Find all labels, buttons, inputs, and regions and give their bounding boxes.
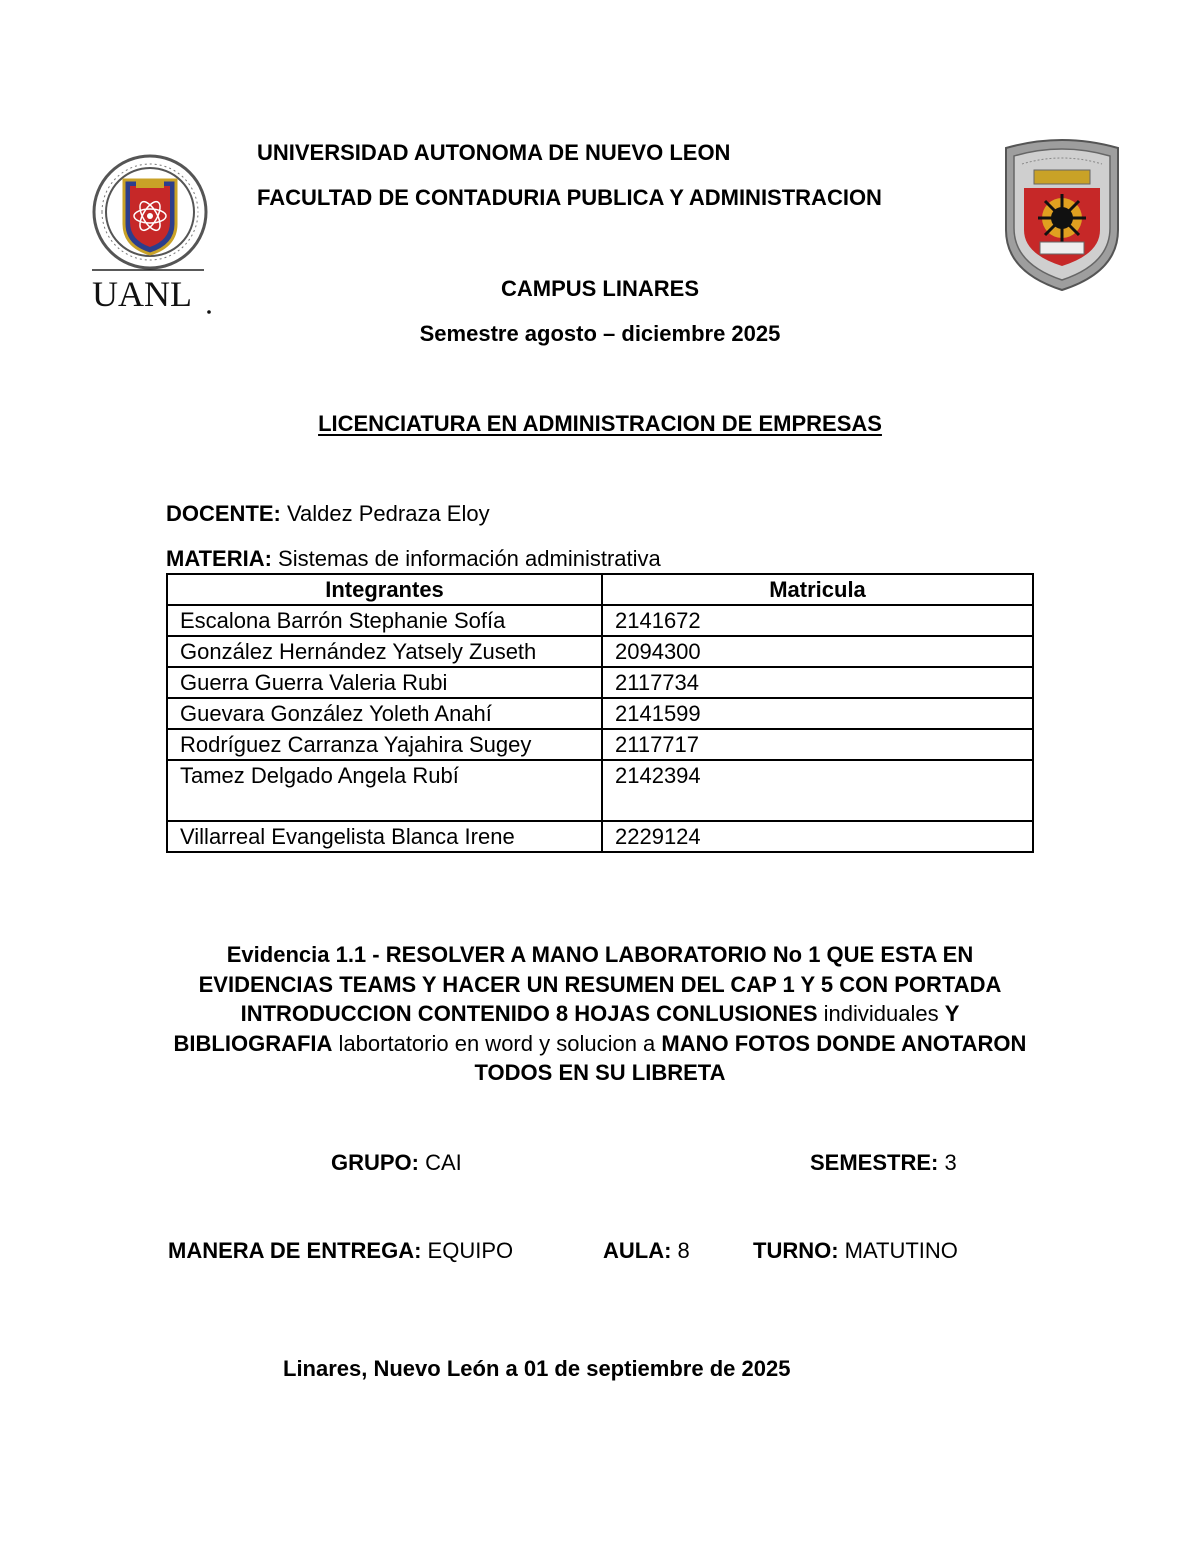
campus-name: CAMPUS LINARES	[500, 276, 699, 301]
member-name: Villarreal Evangelista Blanca Irene	[167, 821, 602, 852]
materia-value: Sistemas de información administrativa	[271, 546, 661, 571]
turno-label: TURNO:	[753, 1238, 839, 1263]
evidencia-part-3: individuales	[817, 1001, 945, 1026]
docente-line	[166, 501, 490, 527]
member-id: 2094300	[602, 636, 1033, 667]
table-row	[167, 605, 1033, 636]
faculty-name: FACULTAD DE CONTADURIA PUBLICA Y ADMINISTRACION	[257, 185, 882, 210]
fcpa-logo	[1000, 138, 1124, 296]
evidencia-part-5: labortatorio en word y solucion a	[332, 1030, 662, 1056]
turno-line	[753, 1238, 958, 1264]
member-name: González Hernández Yatsely Zuseth	[167, 636, 602, 667]
member-id: 2117717	[602, 729, 1033, 760]
university-name: UNIVERSIDAD AUTONOMA DE NUEVO LEON	[257, 140, 731, 165]
place-date: Linares, Nuevo León a 01 de septiembre de 2025	[283, 1356, 791, 1381]
table-row	[167, 760, 1033, 821]
member-name: Rodríguez Carranza Yajahira Sugey	[167, 729, 602, 760]
member-name: Tamez Delgado Angela Rubí	[167, 760, 602, 821]
table-row	[167, 698, 1033, 729]
fcpa-shield-icon	[1000, 138, 1124, 296]
member-id: 2141599	[602, 698, 1033, 729]
evidencia-part-4: Y BIBLIOGRAFIA	[173, 1001, 960, 1056]
member-id: 2141672	[602, 605, 1033, 636]
member-id: 2117734	[602, 667, 1033, 698]
materia-label: MATERIA:	[166, 546, 272, 571]
docente-label: DOCENTE:	[166, 501, 281, 526]
table-row	[167, 821, 1033, 852]
member-name: Guevara González Yoleth Anahí	[167, 698, 602, 729]
table-row	[167, 729, 1033, 760]
grupo-value: CAI	[419, 1150, 462, 1175]
program-title: LICENCIATURA EN ADMINISTRACION DE EMPRESAS	[318, 411, 882, 436]
materia-line	[166, 546, 661, 572]
semestre-label: SEMESTRE:	[810, 1150, 939, 1175]
aula-value: 8	[671, 1238, 690, 1263]
evidencia-part-1: Evidencia 1.1 -	[226, 942, 386, 967]
aula-label: AULA:	[603, 1238, 672, 1263]
entrega-value: EQUIPO	[421, 1238, 514, 1263]
evidencia-description	[160, 940, 1040, 1088]
table-header-row	[167, 574, 1033, 605]
aula-line	[603, 1238, 690, 1264]
members-table	[166, 573, 1034, 853]
turno-value: MATUTINO	[838, 1238, 958, 1263]
member-name: Escalona Barrón Stephanie Sofía	[167, 605, 602, 636]
table-row	[167, 667, 1033, 698]
semestre-value: 3	[938, 1150, 957, 1175]
table-row	[167, 636, 1033, 667]
header-matricula: Matricula	[602, 574, 1033, 605]
semestre-line	[810, 1150, 957, 1176]
docente-value: Valdez Pedraza Eloy	[280, 501, 490, 526]
member-id: 2142394	[602, 760, 1033, 821]
entrega-line	[168, 1238, 513, 1264]
semester-period: Semestre agosto – diciembre 2025	[419, 321, 781, 346]
uanl-logo-text: UANL	[92, 274, 192, 314]
evidencia-part-6: MANO FOTOS DONDE ANOTARON TODOS EN SU LIBRETA	[474, 1030, 1027, 1085]
member-name: Guerra Guerra Valeria Rubi	[167, 667, 602, 698]
grupo-label: GRUPO:	[331, 1150, 419, 1175]
header-integrantes: Integrantes	[167, 574, 602, 605]
entrega-label: MANERA DE ENTREGA:	[168, 1238, 422, 1263]
grupo-line	[331, 1150, 462, 1176]
evidencia-part-2: RESOLVER A MANO LABORATORIO No 1 QUE ESTA EN EVIDENCIAS TEAMS Y HACER UN RESUMEN DEL CAP 1 Y 5 CON PORTADA INTRODUCCION CONTENIDO 8 HOJAS CONLUSIONES	[198, 942, 1002, 1026]
member-id: 2229124	[602, 821, 1033, 852]
